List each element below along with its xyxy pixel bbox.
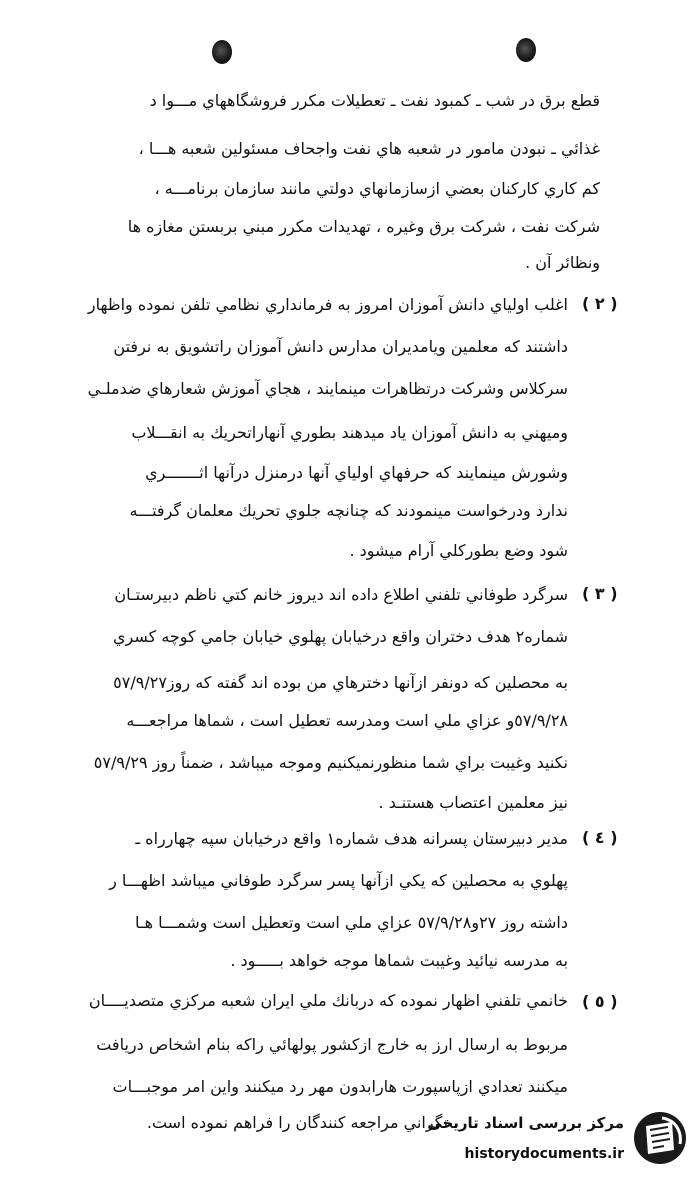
- item-line: وميهني به دانش آموزان ياد ميدهند بطوري آنهاراتحريك به انقـــلاب: [131, 423, 568, 442]
- watermark-url: historydocuments.ir: [464, 1146, 624, 1162]
- item-line: وشورش مينمايند كه حرفهاي اولياي آنها درمنزل درآنها اثـــــــري: [145, 463, 568, 482]
- item-line: نگراني مراجعه كنندگان را فراهم نموده است.: [146, 1113, 448, 1132]
- watermark-logo: [427, 1108, 694, 1178]
- item-number: ( ٣ ): [582, 584, 618, 603]
- item-number: ( ٢ ): [582, 294, 618, 313]
- item-line: به محصلين كه دونفر ازآنها دخترهاي من بوده اند گفته كه روز٥٧/٩/٢٧: [113, 673, 568, 692]
- item-line: مربوط به ارسال ارز به خارج ازكشور پولهائي راكه بنام اشخاص دريافت: [96, 1035, 568, 1054]
- item-number: ( ٥ ): [582, 992, 618, 1011]
- item-line: سرگرد طوفاني تلفني اطلاع داده اند ديروز خانم كتي ناظم دبيرستـان: [114, 585, 568, 604]
- item-line: پهلوي به محصلين كه يكي ازآنها پسر سرگرد طوفاني ميباشد اظهـــا ر: [109, 871, 568, 890]
- item-line: به مدرسه نيائيد وغيبت شماها موجه خواهد بـــــود .: [230, 951, 568, 970]
- item-line: داشته روز ٢٧و٥٧/٩/٢٨ عزاي ملي است وتعطيل است وشمـــا هـا: [135, 913, 568, 932]
- watermark-title: مرکز بررسی اسناد تاریخی: [427, 1114, 624, 1132]
- item-line: داشتند كه معلمين ويامديران مدارس دانش آموزان راتشويق به نرفتن: [113, 337, 568, 356]
- archive-emblem-icon: [632, 1110, 688, 1166]
- intro-line: شركت نفت ، شركت برق وغيره ، تهديدات مكرر مبني بربستن مغازه ها: [127, 217, 600, 236]
- item-line: خانمي تلفني اظهار نموده كه دربانك ملي ايران شعبه مركزي متصديــــان: [88, 991, 568, 1010]
- item-line: سركلاس وشركت درتظاهرات مينمايند ، هجاي آموزش شعارهاي ضدملـي: [87, 379, 568, 398]
- intro-line: غذائي ـ نبودن مامور در شعبه هاي نفت واجحاف مسئولين شعبه هـــا ،: [138, 139, 600, 158]
- punch-hole-right: [516, 38, 536, 62]
- item-number: ( ٤ ): [582, 828, 618, 847]
- item-line: ندارد ودرخواست مينمودند كه چنانچه جلوي تحريك معلمان گرفتـــه: [129, 501, 568, 520]
- intro-line: كم كاري كاركنان بعضي ازسازمانهاي دولتي مانند سازمان برنامـــه ،: [154, 179, 600, 198]
- item-line: شود وضع بطوركلي آرام ميشود .: [349, 541, 568, 560]
- item-line: ميكنند تعدادي ازپاسپورت هارابدون مهر رد ميكنند واين امر موجبـــات: [112, 1077, 568, 1096]
- item-line: نيز معلمين اعتصاب هستنـد .: [378, 793, 568, 812]
- intro-line: قطع برق در شب ـ كمبود نفت ـ تعطيلات مكرر فروشگاههاي مـــوا د: [149, 91, 600, 110]
- intro-line: ونظائر آن .: [525, 253, 600, 272]
- item-line: نكنيد وغيبت براي شما منظورنميكنيم وموجه ميباشد ، ضمناً روز ٥٧/٩/٢٩: [93, 753, 568, 772]
- item-line: شماره٢ هدف دختران واقع درخيابان پهلوي خيابان جامي كوچه كسري: [112, 627, 568, 646]
- item-line: مدير دبيرستان پسرانه هدف شماره١ واقع درخيابان سپه چهارراه ـ: [135, 829, 568, 848]
- punch-hole-left: [212, 40, 232, 64]
- item-line: ٥٧/٩/٢٨و عزاي ملي است ومدرسه تعطيل است ، شماها مراجعـــه: [126, 711, 568, 730]
- item-line: اغلب اولياي دانش آموزان امروز به فرمانداري نظامي تلفن نموده واظهار: [87, 295, 568, 314]
